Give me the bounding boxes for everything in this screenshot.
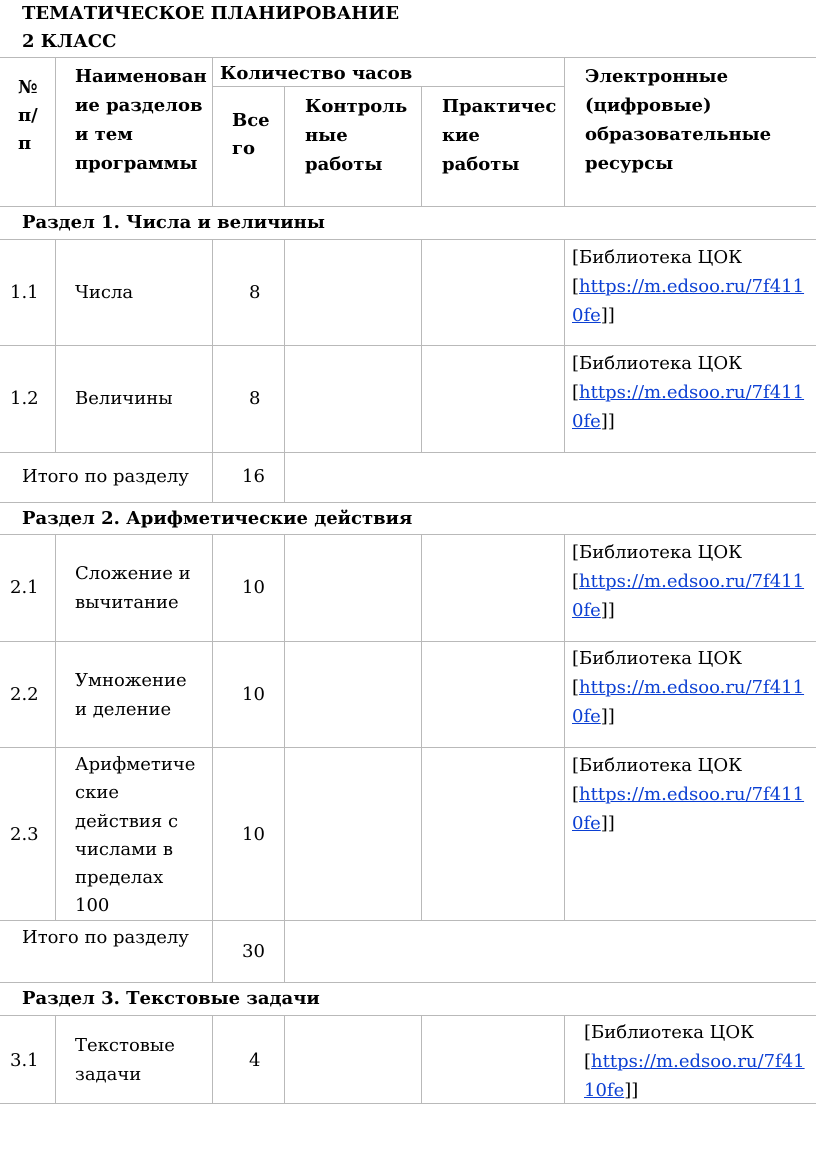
resource-label: [Библиотека ЦОК (572, 353, 743, 374)
row-name: Числа (75, 282, 134, 303)
row-name: Арифметиче ские действия с числами в пределах 100 (75, 754, 196, 917)
row-total: 10 (242, 824, 265, 845)
row-resource: [Библиотека ЦОК [https://m.edsoo.ru/7f4110fe]] (572, 755, 805, 834)
section-title: Раздел 2. Арифметические действия (22, 508, 413, 529)
resource-label: [Библиотека ЦОК (584, 1022, 755, 1043)
row-resource: [Библиотека ЦОК [https://m.edsoo.ru/7f4110fe]] (572, 353, 805, 432)
resource-link[interactable]: https://m.edsoo.ru/7f4110fe (572, 784, 805, 834)
row-num: 2.1 (10, 577, 39, 598)
row-num: 2.3 (10, 824, 39, 845)
header-hours: Количество часов (220, 63, 413, 84)
table-line (421, 86, 422, 206)
table-line (55, 534, 56, 920)
row-total: 10 (242, 577, 265, 598)
page-subtitle: 2 КЛАСС (22, 31, 117, 52)
resource-link[interactable]: https://m.edsoo.ru/7f4110fe (572, 571, 805, 621)
header-num: № п/ п (18, 77, 38, 154)
table-line (55, 239, 56, 452)
section-title: Раздел 1. Числа и величины (22, 212, 325, 233)
row-name: Текстовые задачи (75, 1035, 175, 1085)
table-line (421, 1015, 422, 1103)
table-line (212, 1015, 213, 1103)
table-line (284, 1015, 285, 1103)
resource-label: [Библиотека ЦОК (572, 755, 743, 776)
row-num: 1.1 (10, 282, 39, 303)
header-control: Контроль ные работы (305, 96, 408, 175)
table-line (55, 57, 56, 206)
header-resources: Электронные (цифровые) образовательные ресурсы (585, 66, 772, 174)
table-line (0, 452, 816, 453)
subtotal-label: Итого по разделу (22, 466, 189, 487)
resource-link[interactable]: https://m.edsoo.ru/7f4110fe (572, 382, 805, 432)
resource-link[interactable]: https://m.edsoo.ru/7f4110fe (572, 276, 805, 326)
row-resource: [Библиотека ЦОК [https://m.edsoo.ru/7f4110fe]] (572, 247, 805, 326)
table-line (55, 1015, 56, 1103)
resource-label: [Библиотека ЦОК (572, 648, 743, 669)
table-line (212, 239, 213, 502)
table-line (0, 534, 816, 535)
subtotal-value: 30 (242, 941, 265, 962)
table-line (564, 534, 565, 920)
row-name: Умножение и деление (75, 670, 187, 720)
row-num: 1.2 (10, 388, 39, 409)
row-total: 8 (249, 388, 261, 409)
page-title: ТЕМАТИЧЕСКОЕ ПЛАНИРОВАНИЕ (22, 3, 400, 24)
table-line (564, 1015, 565, 1103)
table-line (564, 239, 565, 452)
section-title: Раздел 3. Текстовые задачи (22, 988, 320, 1009)
row-total: 4 (249, 1050, 261, 1071)
row-num: 2.2 (10, 684, 39, 705)
subtotal-label: Итого по разделу (22, 927, 189, 948)
row-name: Величины (75, 388, 173, 409)
table-border-top (0, 57, 816, 58)
table-line (421, 534, 422, 920)
table-line (0, 239, 816, 240)
table-line (0, 747, 816, 748)
table-line (212, 534, 213, 982)
row-name: Сложение и вычитание (75, 563, 191, 613)
table-line (284, 239, 285, 502)
row-total: 8 (249, 282, 261, 303)
table-line (564, 57, 565, 206)
resource-label: [Библиотека ЦОК (572, 247, 743, 268)
subtotal-value: 16 (242, 466, 265, 487)
table-line (284, 86, 285, 206)
row-resource: [Библиотека ЦОК [https://m.edsoo.ru/7f4110fe]] (572, 648, 805, 727)
header-total: Все го (232, 110, 270, 159)
table-line (0, 502, 816, 503)
row-total: 10 (242, 684, 265, 705)
header-name: Наименован ие разделов и тем программы (75, 66, 207, 174)
table-line (421, 239, 422, 452)
resource-link[interactable]: https://m.edsoo.ru/7f4110fe (584, 1051, 805, 1101)
resource-label: [Библиотека ЦОК (572, 542, 743, 563)
header-practical: Практичес кие работы (442, 96, 557, 175)
table-line (284, 534, 285, 982)
table-line (0, 641, 816, 642)
row-resource: [Библиотека ЦОК [https://m.edsoo.ru/7f4110fe]] (572, 542, 805, 621)
row-num: 3.1 (10, 1050, 39, 1071)
table-line (0, 345, 816, 346)
table-line (0, 1015, 816, 1016)
table-line (0, 206, 816, 207)
row-resource: [Библиотека ЦОК [https://m.edsoo.ru/7f4110fe]] (584, 1022, 805, 1101)
resource-link[interactable]: https://m.edsoo.ru/7f4110fe (572, 677, 805, 727)
table-line (212, 57, 213, 206)
table-line (0, 982, 816, 983)
